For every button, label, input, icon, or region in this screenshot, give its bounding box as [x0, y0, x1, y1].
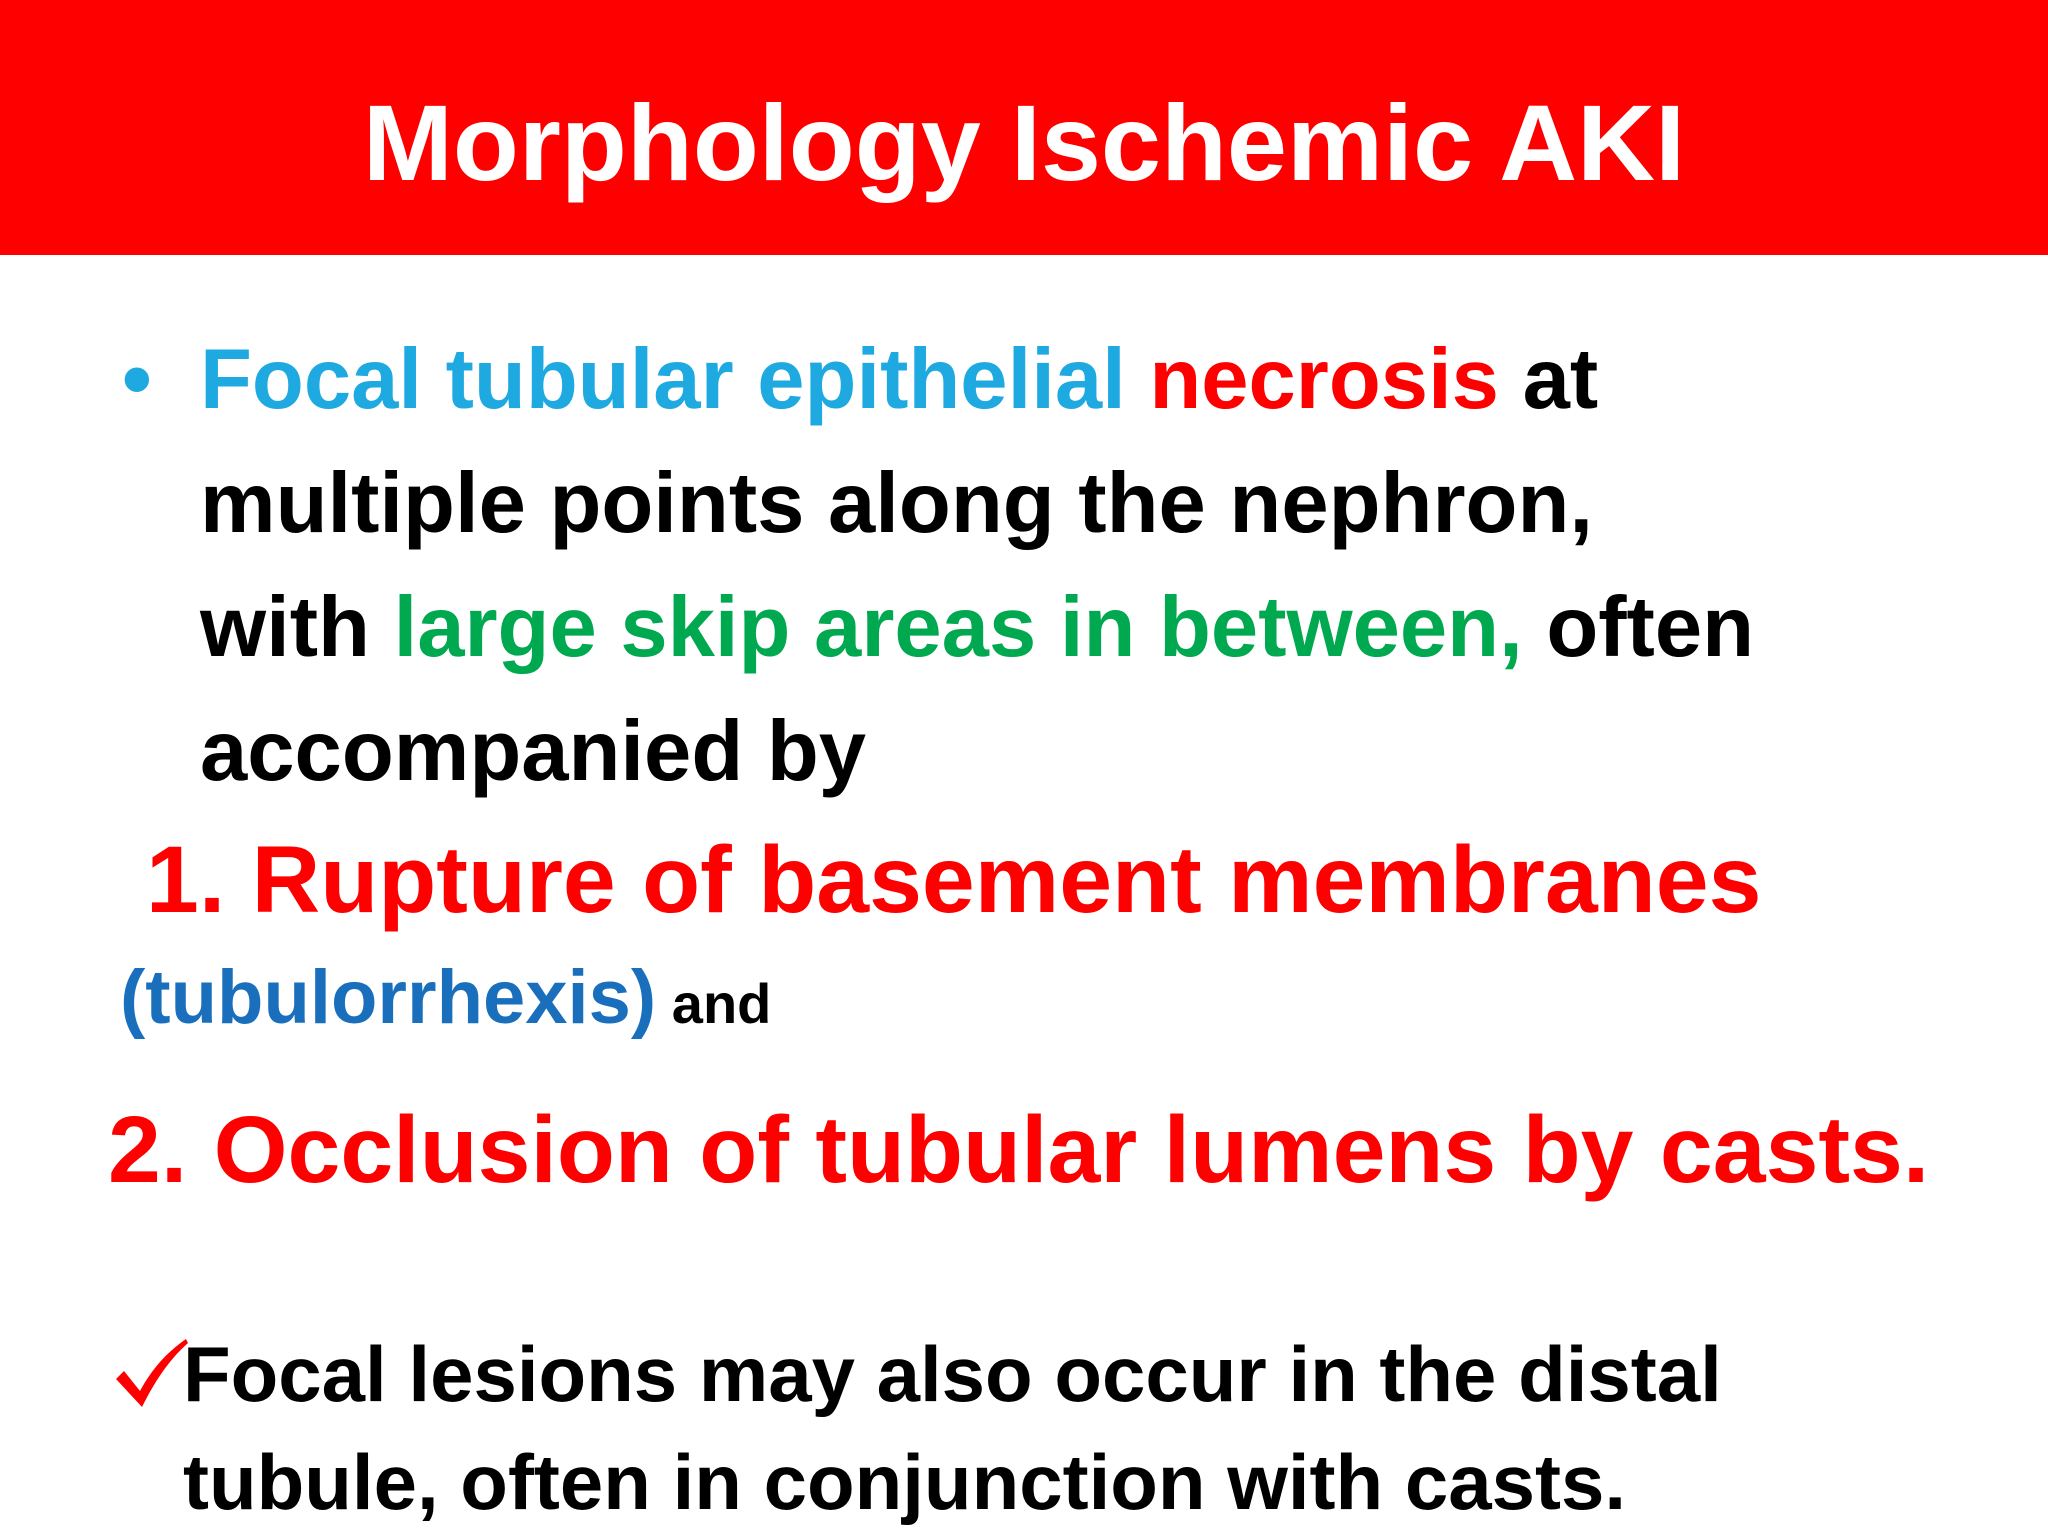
- note-line-2: tubule, often in conjunction with casts.: [183, 1438, 1626, 1526]
- bullet-line-1-red: necrosis: [1149, 332, 1499, 427]
- bullet-line-1: [200, 318, 1900, 442]
- bullet-line-4: accompanied by: [200, 704, 867, 799]
- bullet-line-3-black: with: [200, 580, 394, 675]
- list-item-1-detail: [120, 948, 771, 1054]
- bullet-line-3-black-end: often: [1522, 580, 1755, 675]
- slide-title: Morphology Ischemic AKI: [362, 82, 1686, 203]
- bullet-line-3-green: large skip areas in between,: [393, 580, 1523, 675]
- bullet-line-1-black: at: [1498, 332, 1599, 427]
- note-paragraph: [183, 1320, 1722, 1536]
- list-item-1-paren: (tubulorrhexis): [120, 955, 657, 1040]
- list-item-1: 1. Rupture of basement membranes: [146, 827, 1762, 933]
- checkmark-icon: [110, 1335, 190, 1415]
- note-line-1: Focal lesions may also occur in the distal: [183, 1330, 1722, 1418]
- bullet-line-3: [200, 566, 1900, 690]
- list-item-1-conjunction: and: [656, 972, 772, 1035]
- bullet-line-1-blue: Focal tubular epithelial: [200, 332, 1150, 427]
- list-item-2: 2. Occlusion of tubular lumens by casts.: [108, 1097, 1930, 1203]
- title-bar: [0, 0, 2048, 255]
- bullet-paragraph: [200, 318, 1900, 814]
- bullet-dot-icon: •: [122, 332, 152, 427]
- bullet-line-2: multiple points along the nephron,: [200, 456, 1593, 551]
